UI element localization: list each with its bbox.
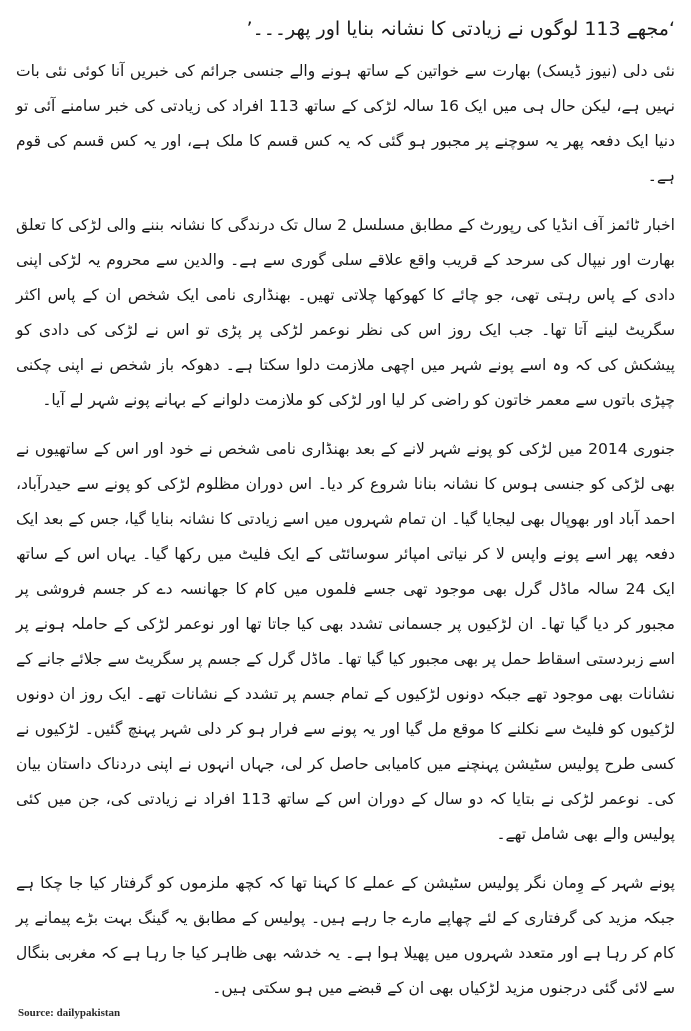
article-headline: ‘مجھے 113 لوگوں نے زیادتی کا نشانہ بنایا اور پھر۔۔۔’ [246,18,675,40]
article-paragraph-3: جنوری 2014 میں لڑکی کو پونے شہر لانے کے بعد بھنڈاری نامی شخص نے خود اور اس کے ساتھیوں نے بھی لڑکی کو جنسی ہوس کا نشانہ بنانا شروع کر دیا۔ اس دوران مظلوم لڑکی کو پونے سے حیدرآباد، احمد آباد اور بھوپال بھی لیجایا گیا۔ ان تمام شہروں میں اسے زیادتی کا نشانہ بنایا گیا، جس کے بعد ایک دفعہ پھر اسے پونے واپس لا کر نیاتی امپائر سوسائٹی کے ایک فلیٹ میں رکھا گیا۔ یہاں اس کے ساتھ ایک 24 سالہ ماڈل گرل بھی موجود تھی جسے فلموں میں کام کا جھانسہ دے کر جسم فروشی پر مجبور کر دیا گیا تھا۔ ان لڑکیوں پر جسمانی تشدد بھی کیا جاتا تھا اور نوعمر لڑکی کے حاملہ ہونے پر اسے زبردستی اسقاط حمل پر بھی مجبور کیا گیا تھا۔ ماڈل گرل کے جسم پر سگریٹ سے جلائے جانے کے نشانات بھی موجود تھے جبکہ دونوں لڑکیوں کے تمام جسم پر تشدد کے نشانات تھے۔ ایک روز ان دونوں لڑکیوں کو فلیٹ سے نکلنے کا موقع مل گیا اور یہ پونے سے فرار ہو کر دلی شہر پہنچ گئیں۔ لڑکیوں نے کسی طرح پولیس سٹیشن پہنچنے میں کامیابی حاصل کر لی، جہاں انہوں نے اپنی دردناک داستان بیان کی۔ نوعمر لڑکی نے بتایا کہ دو سال کے دوران اس کے ساتھ 113 افراد نے زیادتی کی، جن میں کئی پولیس والے بھی شامل تھے۔ [16,440,676,843]
source-credit: Source: dailypakistan [18,1007,121,1019]
article-paragraph-4: پونے شہر کے وِمان نگر پولیس سٹیشن کے عملے کا کہنا تھا کہ کچھ ملزموں کو گرفتار کیا جا چکا ہے جبکہ مزید کی گرفتاری کے لئے چھاپے مارے جا رہے ہیں۔ پولیس کے مطابق یہ گینگ بہت بڑے پیمانے پر کام کر رہا ہے اور متعدد شہروں میں پھیلا ہوا ہے۔ یہ خدشہ بھی ظاہر کیا جا رہا ہے کہ مغربی بنگال سے لائی گئی درجنوں مزید لڑکیاں بھی ان کے قبضے میں ہو سکتی ہیں۔ [16,874,675,997]
article-paragraph-2: اخبار ٹائمز آف انڈیا کی رپورٹ کے مطابق مسلسل 2 سال تک درندگی کا نشانہ بننے والی لڑکی کا تعلق بھارت اور نیپال کی سرحد کے قریب واقع علاقے سلی گوری سے ہے۔ والدین سے محروم یہ لڑکی اپنی دادی کے پاس رہتی تھی، جو چائے کا کھوکھا چلاتی تھیں۔ بھنڈاری نامی ایک شخص ان کے پاس اکثر سگریٹ لینے آتا تھا۔ جب ایک روز اس کی نظر نوعمر لڑکی پر پڑی تو اس نے لڑکی کی دادی کو پیشکش کی کہ وہ اسے پونے شہر میں اچھی ملازمت دلوا سکتا ہے۔ دھوکہ باز شخص نے اپنی چکنی چپڑی باتوں سے معمر خاتون کو راضی کر لیا اور لڑکی کو ملازمت دلوانے کے بہانے پونے شہر لے آیا۔ [16,216,675,409]
article-paragraph-1: نئی دلی (نیوز ڈیسک) بھارت سے خواتین کے ساتھ ہونے والے جنسی جرائم کی خبریں آنا کوئی نئی بات نہیں ہے، لیکن حال ہی میں ایک 16 سالہ لڑکی کے ساتھ 113 افراد کی زیادتی کی خبر سامنے آئی تو دنیا ایک دفعہ پھر یہ سوچنے پر مجبور ہو گئی کہ یہ کس قسم کا ملک ہے، اور یہ کس قسم کی قوم ہے۔ [16,62,675,185]
